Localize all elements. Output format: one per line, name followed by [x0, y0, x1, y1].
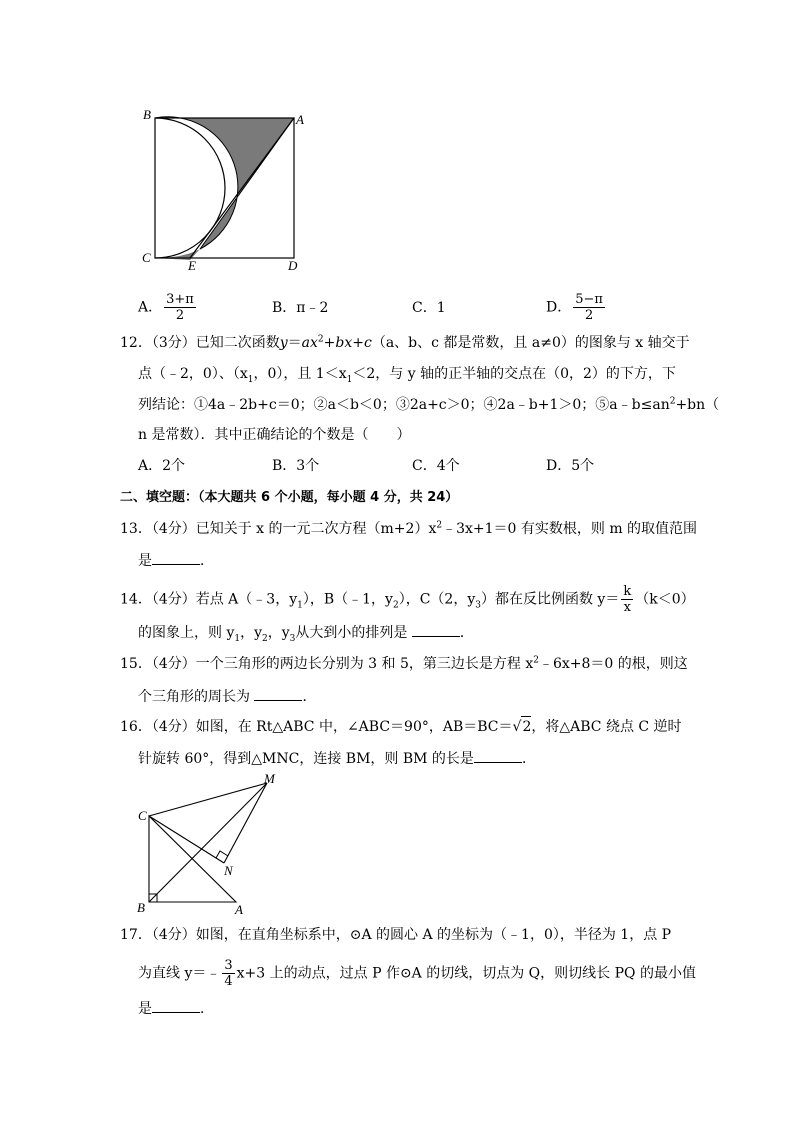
q11-option-b[interactable]: B．π﹣2 [272, 300, 329, 316]
q17-line-3: 是 ． [138, 998, 214, 1019]
q11-options [0, 290, 794, 326]
figure-triangle-rotation [140, 772, 280, 908]
q12-option-a[interactable]: A．2个 [138, 458, 186, 474]
fig1-label-a: A [296, 112, 304, 127]
fig2-label-a: A [235, 902, 243, 917]
q16-line-1: 16．（4分）如图，在 Rt△ABC 中，∠ABC＝90°，AB＝BC＝√2，将△ABC 绕点 C 逆时 [120, 716, 682, 737]
fig2-label-b: B [137, 900, 145, 915]
fig1-label-d: D [288, 258, 298, 273]
q15-line-1: 15．（4分）一个三角形的两边长分别为 3 和 5，第三边长是方程 $x^2﹣6x+8=0$ 的根，则这 [120, 655, 688, 672]
q17-line-2: 为直线 y＝﹣ $\frac{3}{4}$ x+3 上的动点，过点 P 作⊙A 的切线，切点为 Q，则切线长 PQ 的最小值 [138, 958, 696, 989]
fig1-label-e: E [188, 258, 196, 273]
q14-answer-blank[interactable] [412, 622, 460, 637]
line-cm [149, 783, 267, 816]
q12-line-2: 点（﹣2，0）、（$x_1$，0），且 $1<x_1<2$，与 y 轴的正半轴的交点在（0，2）的下方，下 [138, 366, 676, 385]
q16-answer-blank[interactable] [474, 748, 522, 763]
line-mn [224, 783, 267, 863]
fig2-label-n: N [224, 863, 233, 878]
q11-option-a[interactable]: A． $\frac{3+\pi}{2}$ [138, 292, 194, 323]
q14-line-1: 14．（4分）若点 A（﹣3，$y_1$），B（﹣1，$y_2$），C（2，$y_3$）都在反比例函数 y＝ $\frac{k}{x}$ （k＜0） [120, 584, 695, 615]
section-2-title: 二、填空题：（本大题共 6 个小题，每小题 4 分，共 24） [120, 490, 459, 505]
q11-option-d[interactable]: D． $\frac{5-\pi}{2}$ [546, 292, 603, 323]
q12-line-4: n 是常数）．其中正确结论的个数是（ ） [138, 427, 411, 443]
q12-option-c[interactable]: C．4个 [412, 458, 460, 474]
q13-answer-blank[interactable] [152, 550, 200, 565]
q16-line-2: 针旋转 60°，得到△MNC，连接 BM，则 BM 的长是 ． [138, 748, 536, 769]
q17-answer-blank[interactable] [152, 998, 200, 1013]
q17-line-1: 17．（4分）如图，在直角坐标系中，⊙A 的圆心 A 的坐标为（﹣1，0），半径为 1，点 P [120, 927, 672, 943]
q13-line-1: 13．（4分）已知关于 x 的一元二次方程$(m+2)x^2﹣3x+1=0$ 有实数根，则 m 的取值范围 [120, 520, 698, 537]
q14-line-2: 的图象上，则 $y_1$，$y_2$，$y_3$从大到小的排列是 ． [138, 622, 474, 643]
fig1-label-b: B [143, 107, 151, 122]
right-angle-n [216, 851, 228, 858]
q15-line-2: 个三角形的周长为 ． [138, 686, 316, 707]
q15-answer-blank[interactable] [254, 686, 302, 701]
q12-line-3: 列结论：①4a﹣2b+c＝0；②a＜b＜0；③2a+c＞0；④2a﹣b+1＞0；$⑤a﹣b\le an^2+bn$（ [138, 396, 720, 413]
q13-line-2: 是 ． [138, 550, 214, 571]
fig2-label-c: C [138, 808, 147, 823]
line-cn [149, 816, 224, 863]
q12-option-d[interactable]: D．5个 [546, 458, 595, 474]
fig2-label-m: M [264, 771, 275, 786]
q12-option-b[interactable]: B．3个 [272, 458, 320, 474]
line-bm [149, 783, 267, 902]
q12-line-1: 12．（3分）已知二次函数$y=ax^2+bx+c(a$、b、c 都是常数，且 a≠0）的图象与 x 轴交于 [120, 334, 690, 351]
q11-option-c[interactable]: C．1 [412, 300, 446, 316]
figure-square-semicircle [138, 106, 308, 276]
fig1-label-c: C [142, 250, 151, 265]
